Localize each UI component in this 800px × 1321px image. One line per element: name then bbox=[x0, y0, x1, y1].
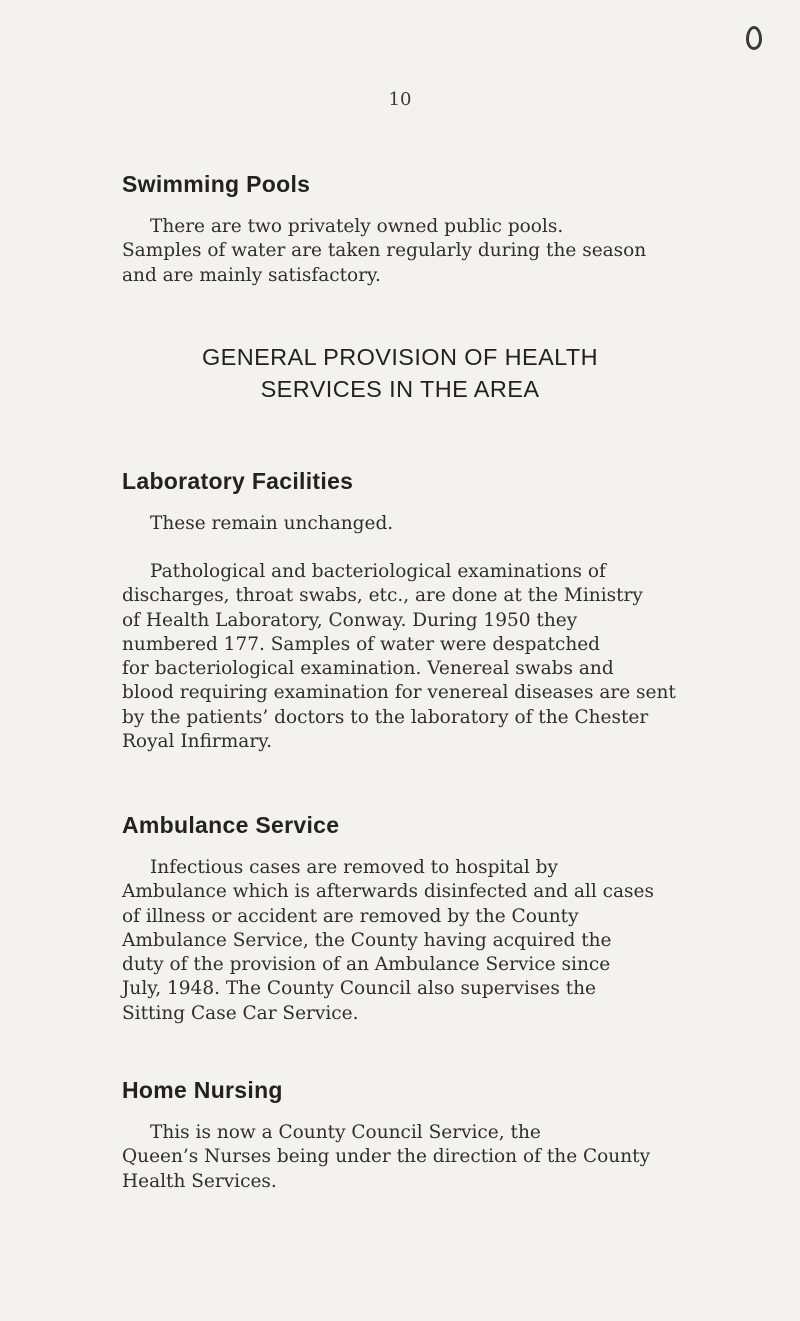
paragraph-swimming-pools bbox=[122, 215, 702, 288]
text-line: of illness or accident are removed by the County bbox=[122, 905, 579, 927]
page-number: 10 bbox=[388, 89, 412, 110]
text-line: Sitting Case Car Service. bbox=[122, 1002, 359, 1024]
text-line: These remain unchanged. bbox=[150, 513, 394, 534]
section-title-general-provision bbox=[0, 341, 800, 405]
text-line: Health Services. bbox=[122, 1170, 277, 1192]
heading-swimming-pools: Swimming Pools bbox=[122, 171, 311, 197]
text-line: discharges, throat swabs, etc., are done at the Ministry bbox=[122, 585, 643, 607]
paragraph-home-nursing bbox=[122, 1121, 702, 1194]
text-line: Ambulance which is afterwards disinfected and all cases bbox=[122, 881, 654, 903]
text-line: Ambulance Service, the County having acquired the bbox=[122, 929, 612, 951]
text-line: for bacteriological examination. Venereal swabs and bbox=[122, 658, 614, 680]
title-line: GENERAL PROVISION OF HEALTH bbox=[201, 344, 598, 370]
text-line: numbered 177. Samples of water were despatched bbox=[122, 633, 601, 655]
text-line: Samples of water are taken regularly during the season bbox=[122, 240, 647, 262]
text-line: Pathological and bacteriological examinations of bbox=[150, 561, 606, 582]
page-corner-mark bbox=[746, 26, 762, 50]
paragraph-laboratory-details bbox=[122, 560, 702, 754]
heading-home-nursing: Home Nursing bbox=[122, 1077, 283, 1103]
text-line: duty of the provision of an Ambulance Service since bbox=[122, 954, 611, 976]
text-line: This is now a County Council Service, the bbox=[150, 1122, 541, 1143]
text-line: Queen’s Nurses being under the direction of the County bbox=[122, 1146, 651, 1168]
text-line: by the patients’ doctors to the laboratory of the Chester bbox=[122, 706, 649, 728]
heading-laboratory-facilities: Laboratory Facilities bbox=[122, 468, 354, 494]
text-line: There are two privately owned public pools. bbox=[150, 216, 564, 237]
text-line: July, 1948. The County Council also supervises the bbox=[122, 978, 596, 1000]
text-line: Royal Infirmary. bbox=[122, 731, 273, 753]
text-line: blood requiring examination for venereal diseases are sent bbox=[122, 682, 676, 704]
paragraph-ambulance-service bbox=[122, 856, 702, 1026]
heading-ambulance-service: Ambulance Service bbox=[122, 812, 340, 838]
text-line: of Health Laboratory, Conway. During 1950 they bbox=[122, 609, 578, 631]
text-line: Infectious cases are removed to hospital by bbox=[150, 857, 558, 878]
title-line: SERVICES IN THE AREA bbox=[260, 376, 540, 402]
text-line: and are mainly satisfactory. bbox=[122, 264, 381, 286]
paragraph-laboratory-intro bbox=[122, 512, 702, 536]
